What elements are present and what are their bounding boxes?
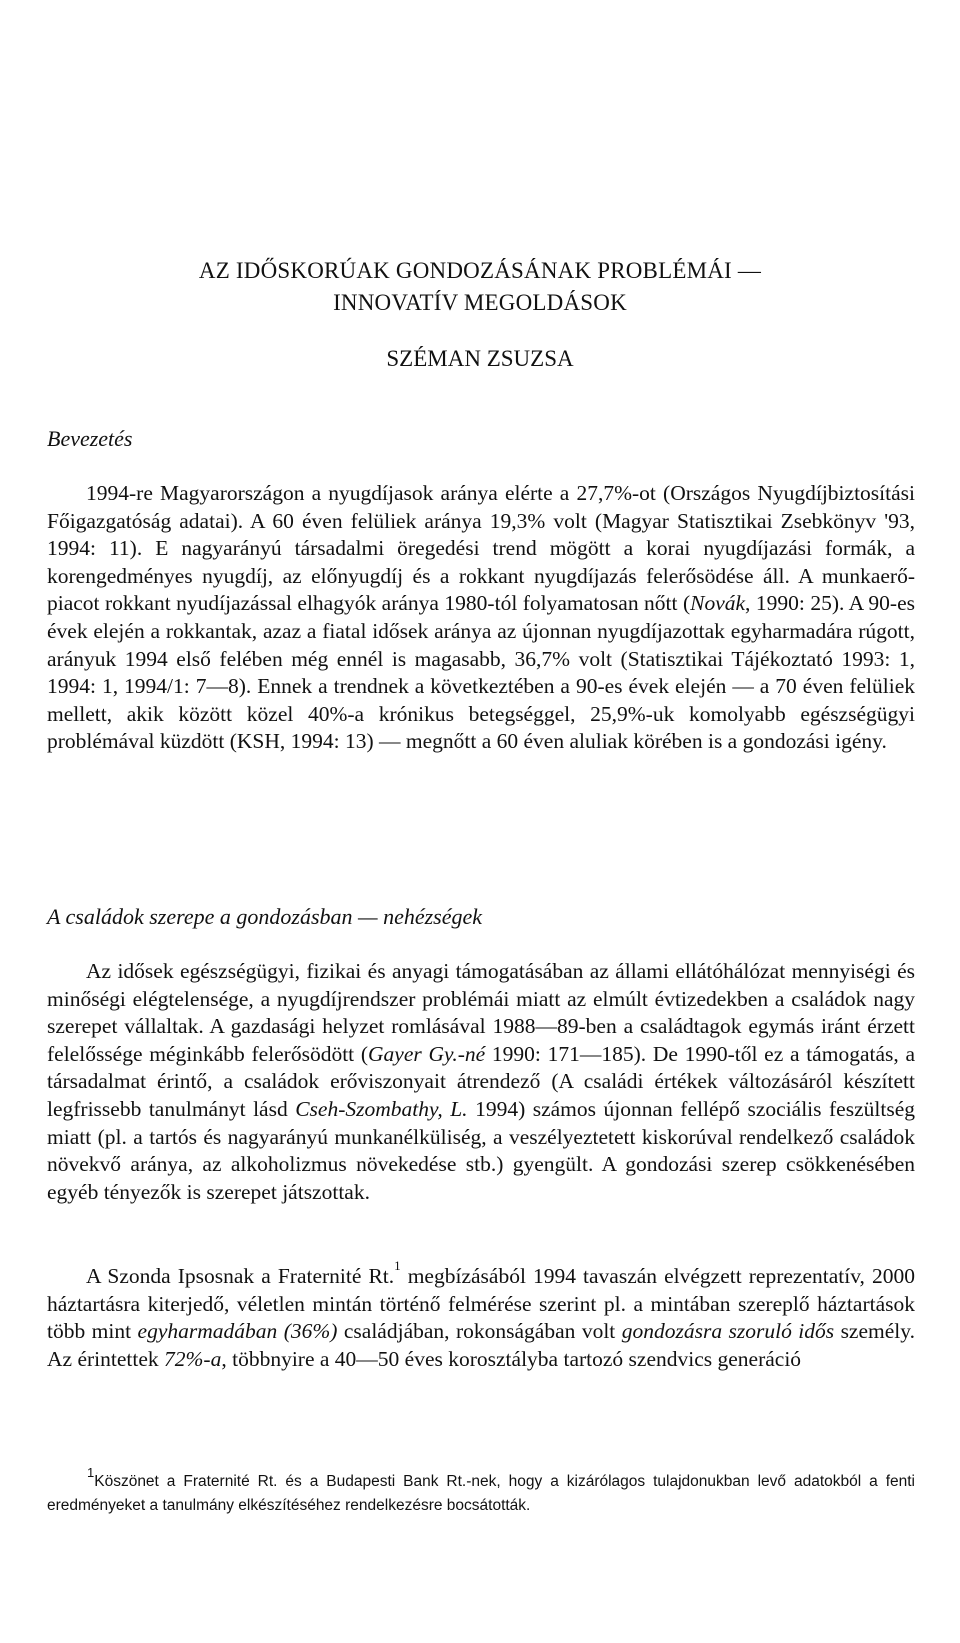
article-title (0, 255, 960, 319)
text-run: megbízásából 1994 tavaszán elvégzett reprezentatív, 2000 háztartásra kiterjedő, véletlen mintán történő felmérése szerint pl. a mintában szereplő háztartások több mint (47, 1264, 915, 1344)
article-title-line-2: INNOVATÍV MEGOLDÁSOK (333, 290, 627, 315)
citation-author: Novák (690, 591, 746, 616)
text-run: személy. Az érintettek (47, 1319, 915, 1371)
citation-author: Cseh-Szombathy, L. (295, 1096, 468, 1121)
emphasis: 72%-a (164, 1346, 222, 1371)
footnote-text: Köszönet a Fraternité Rt. és a Budapesti Bank Rt.-nek, hogy a kizárólagos tulajdonukban levő adatokból a fenti eredményeket a tanulmány elkészítéséhez rendelkezésre bocsátották. (47, 1473, 915, 1514)
paragraph-families-2 (47, 1258, 915, 1373)
article-title-line-1: AZ IDŐSKORÚAK GONDOZÁSÁNAK PROBLÉMÁI — (198, 258, 762, 283)
author-name: SZÉMAN ZSUZSA (386, 346, 574, 371)
footnote-mark: 1 (87, 1465, 95, 1480)
text-run: 1990: 171—185). De 1990-től ez a támogatás, a társadalmat érintő, a családok erőviszonyait átrendező (A családi értékek változásáról készített legfrissebb tanulmányt lásd (47, 1041, 915, 1121)
text-run: Az idősek egészségügyi, fizikai és anyagi támogatásában az állami ellátóhálózat mennyiségi és minőségi elégtelensége, a nyugdíjrendszer problémái miatt az elmúlt évtizedekben a családok nagy szerepet vállaltak. A gazdasági helyzet romlásával 1988—89-ben a családtagok egymás iránt érzett felelőssége méginkább felerősödött ( (47, 959, 915, 1066)
emphasis: gondozásra szoruló idős (621, 1319, 835, 1344)
footnote-reference: 1 (394, 1258, 401, 1273)
paragraph-introduction (47, 480, 915, 756)
paragraph-families-1 (47, 958, 915, 1206)
text-run: , 1990: 25). A 90-es évek elején a rokkantak, azaz a fiatal idősek aránya az újonnan nyugdíjazottak egyharmadára rúgott, arányuk 1994 első felében még ennél is magasabb, 36,7% volt (Statisztikai Tájékoztató 1993: 1, 1994: 1, 1994/1: 7—8). Ennek a trendnek a következtében a 90-es évek elején — a 70 éven felüliek mellett, akik között közel 40%-a krónikus betegséggel, 25,9%-uk komolyabb egészségügyi problémával küzdött (KSH, 1994: 13) — megnőtt a 60 éven aluliak körében is a gondozási igény. (47, 591, 915, 754)
footnote (47, 1465, 915, 1518)
text-run: A Szonda Ipsosnak a Fraternité Rt. (86, 1264, 395, 1288)
section-heading-families: A családok szerepe a gondozásban — nehézségek (47, 904, 483, 929)
text-run: , többnyire a 40—50 éves korosztályba tartozó szendvics generáció (221, 1346, 802, 1371)
text-run: 1994-re Magyarországon a nyugdíjasok aránya elérte a 27,7%-ot (Országos Nyugdíjbiztosítási Főigazgatóság adatai). A 60 éven felüliek aránya 19,3% volt (Magyar Statisztikai Zsebkönyv '93, 1994: 11). E nagyarányú társadalmi öregedési trend mögött a korai nyugdíjazási formák, a korengedményes nyugdíj, az előnyugdíj és a rokkant nyugdíjazás felerősödése áll. A munkaerő-piacot rokkant nyudíjazással elhagyók aránya 1980-tól folyamatosan nőtt ( (47, 481, 915, 616)
emphasis: egyharmadában (36%) (137, 1319, 338, 1344)
citation-author: Gayer Gy.-né (368, 1041, 486, 1066)
text-run: 1994) számos újonnan fellépő szociális feszültség miatt (pl. a tartós és nagyarányú munkanélküliség, a veszélyeztetett kiskorúval rendelkező családok növekvő aránya, az alkoholizmus növekedése stb.) gyengült. A gondozási szerep csökkenésében egyéb tényezők is szerepet játszottak. (47, 1096, 915, 1204)
section-heading-introduction: Bevezetés (47, 426, 133, 451)
text-run: családjában, rokonságában volt (337, 1319, 622, 1344)
